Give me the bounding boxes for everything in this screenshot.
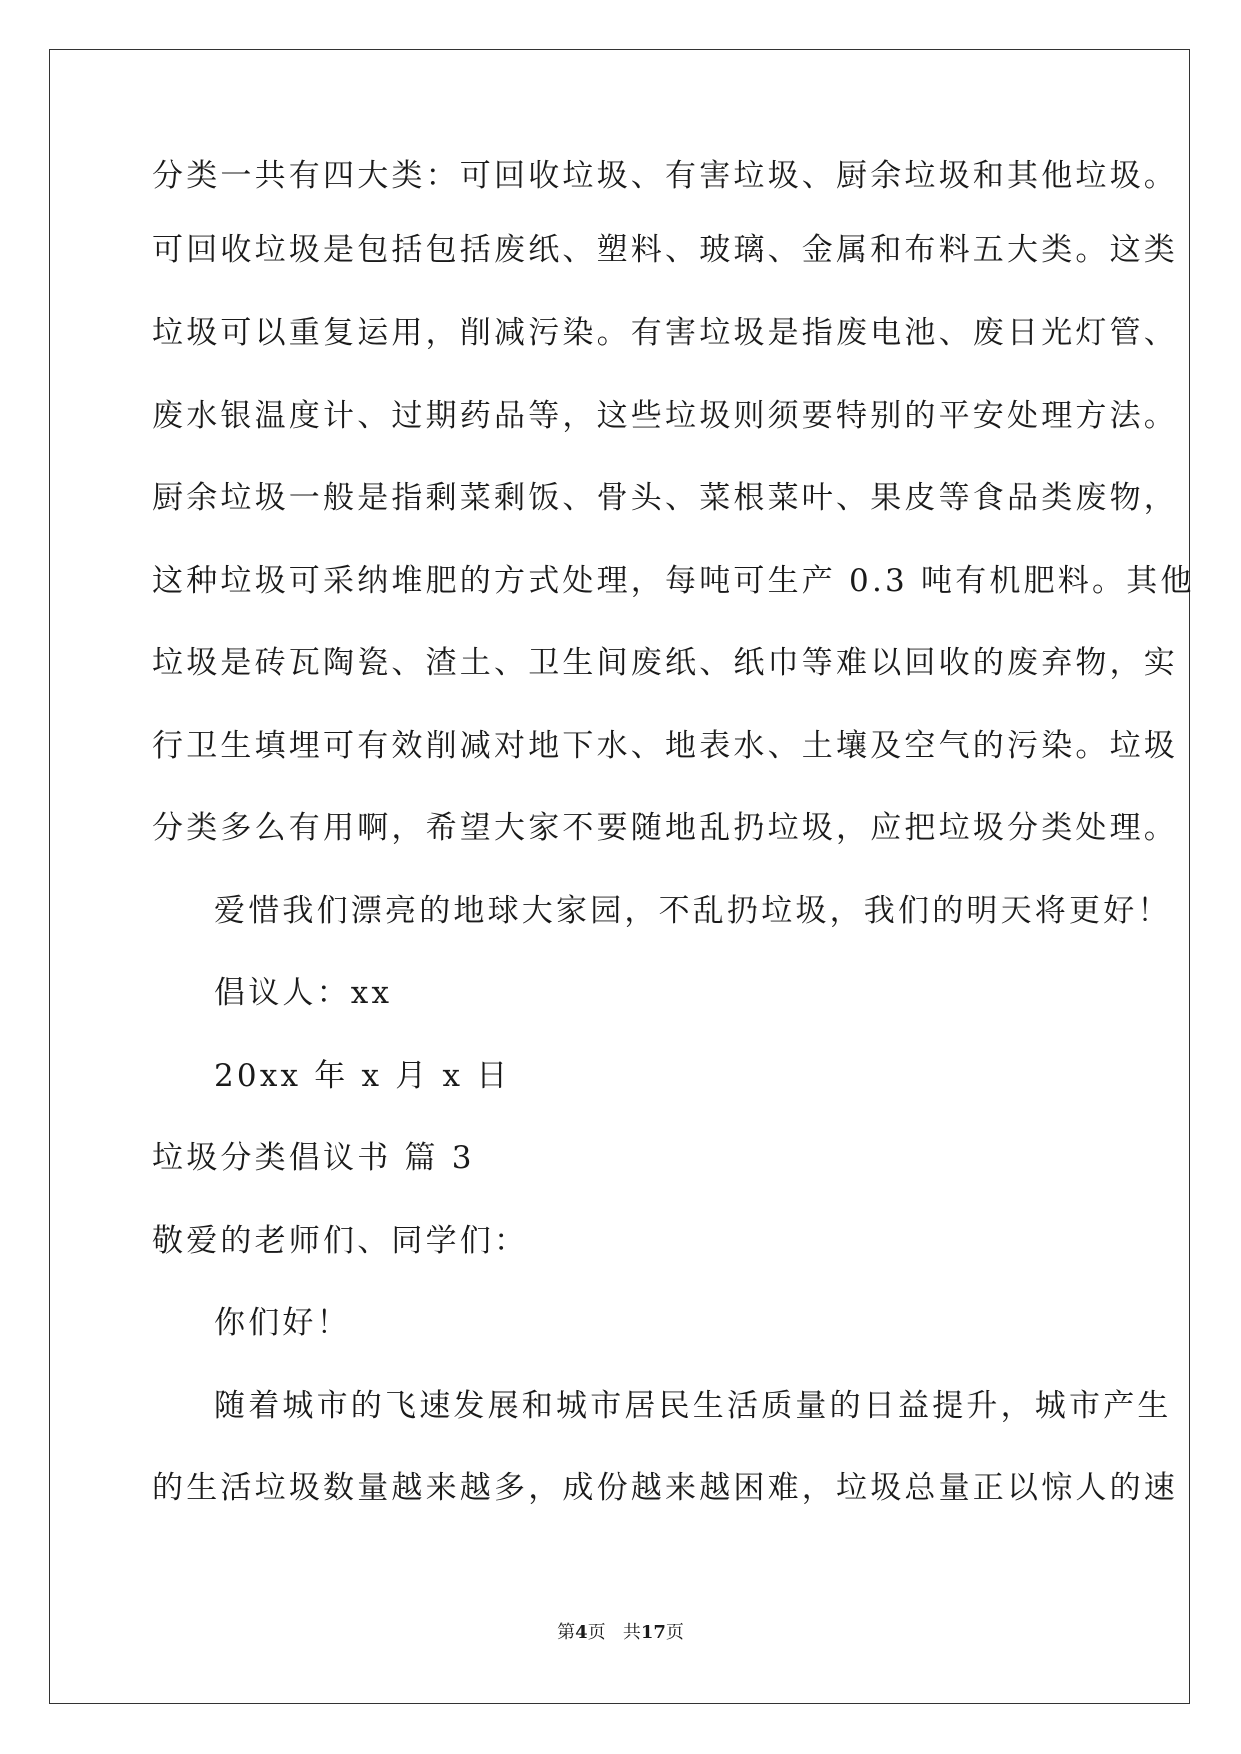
text-line: 这种垃圾可采纳堆肥的方式处理，每吨可生产 0.3 吨有机肥料。其他 bbox=[152, 563, 1195, 599]
footer-total-pages: 17 bbox=[640, 1622, 666, 1643]
signatory: 倡议人：xx bbox=[214, 975, 393, 1011]
footer-total-prefix: 共 bbox=[622, 1622, 641, 1643]
text-line: 厨余垃圾一般是指剩菜剩饭、骨头、菜根菜叶、果皮等食品类废物， bbox=[152, 480, 1178, 516]
page-footer bbox=[0, 1621, 1241, 1645]
text-line: 废水银温度计、过期药品等，这些垃圾则须要特别的平安处理方法。 bbox=[152, 398, 1178, 434]
text-line: 的生活垃圾数量越来越多，成份越来越困难，垃圾总量正以惊人的速 bbox=[152, 1470, 1178, 1506]
date-line: 20xx 年 x 月 x 日 bbox=[214, 1058, 511, 1094]
salutation: 敬爱的老师们、同学们： bbox=[152, 1223, 529, 1259]
text-line: 行卫生填埋可有效削减对地下水、地表水、土壤及空气的污染。垃圾 bbox=[152, 728, 1178, 764]
text-line: 垃圾是砖瓦陶瓷、渣土、卫生间废纸、纸巾等难以回收的废弃物，实 bbox=[152, 645, 1178, 681]
footer-page-suffix: 页 bbox=[587, 1622, 606, 1643]
text-line: 可回收垃圾是包括包括废纸、塑料、玻璃、金属和布料五大类。这类 bbox=[152, 232, 1178, 268]
text-line: 垃圾可以重复运用，削减污染。有害垃圾是指废电池、废日光灯管、 bbox=[152, 315, 1178, 351]
text-line: 分类多么有用啊，希望大家不要随地乱扔垃圾，应把垃圾分类处理。 bbox=[152, 810, 1178, 846]
closing-sentence: 爱惜我们漂亮的地球大家园，不乱扔垃圾，我们的明天将更好！ bbox=[214, 893, 1172, 929]
footer-total-suffix: 页 bbox=[665, 1622, 684, 1643]
text-line: 随着城市的飞速发展和城市居民生活质量的日益提升，城市产生 bbox=[214, 1388, 1172, 1424]
text-line: 分类一共有四大类：可回收垃圾、有害垃圾、厨余垃圾和其他垃圾。 bbox=[152, 158, 1178, 194]
greeting: 你们好！ bbox=[214, 1305, 351, 1341]
footer-page-number: 4 bbox=[575, 1622, 588, 1643]
footer-prefix: 第 bbox=[557, 1622, 576, 1643]
section-heading: 垃圾分类倡议书 篇 3 bbox=[152, 1140, 475, 1176]
page-frame bbox=[49, 49, 1190, 1704]
